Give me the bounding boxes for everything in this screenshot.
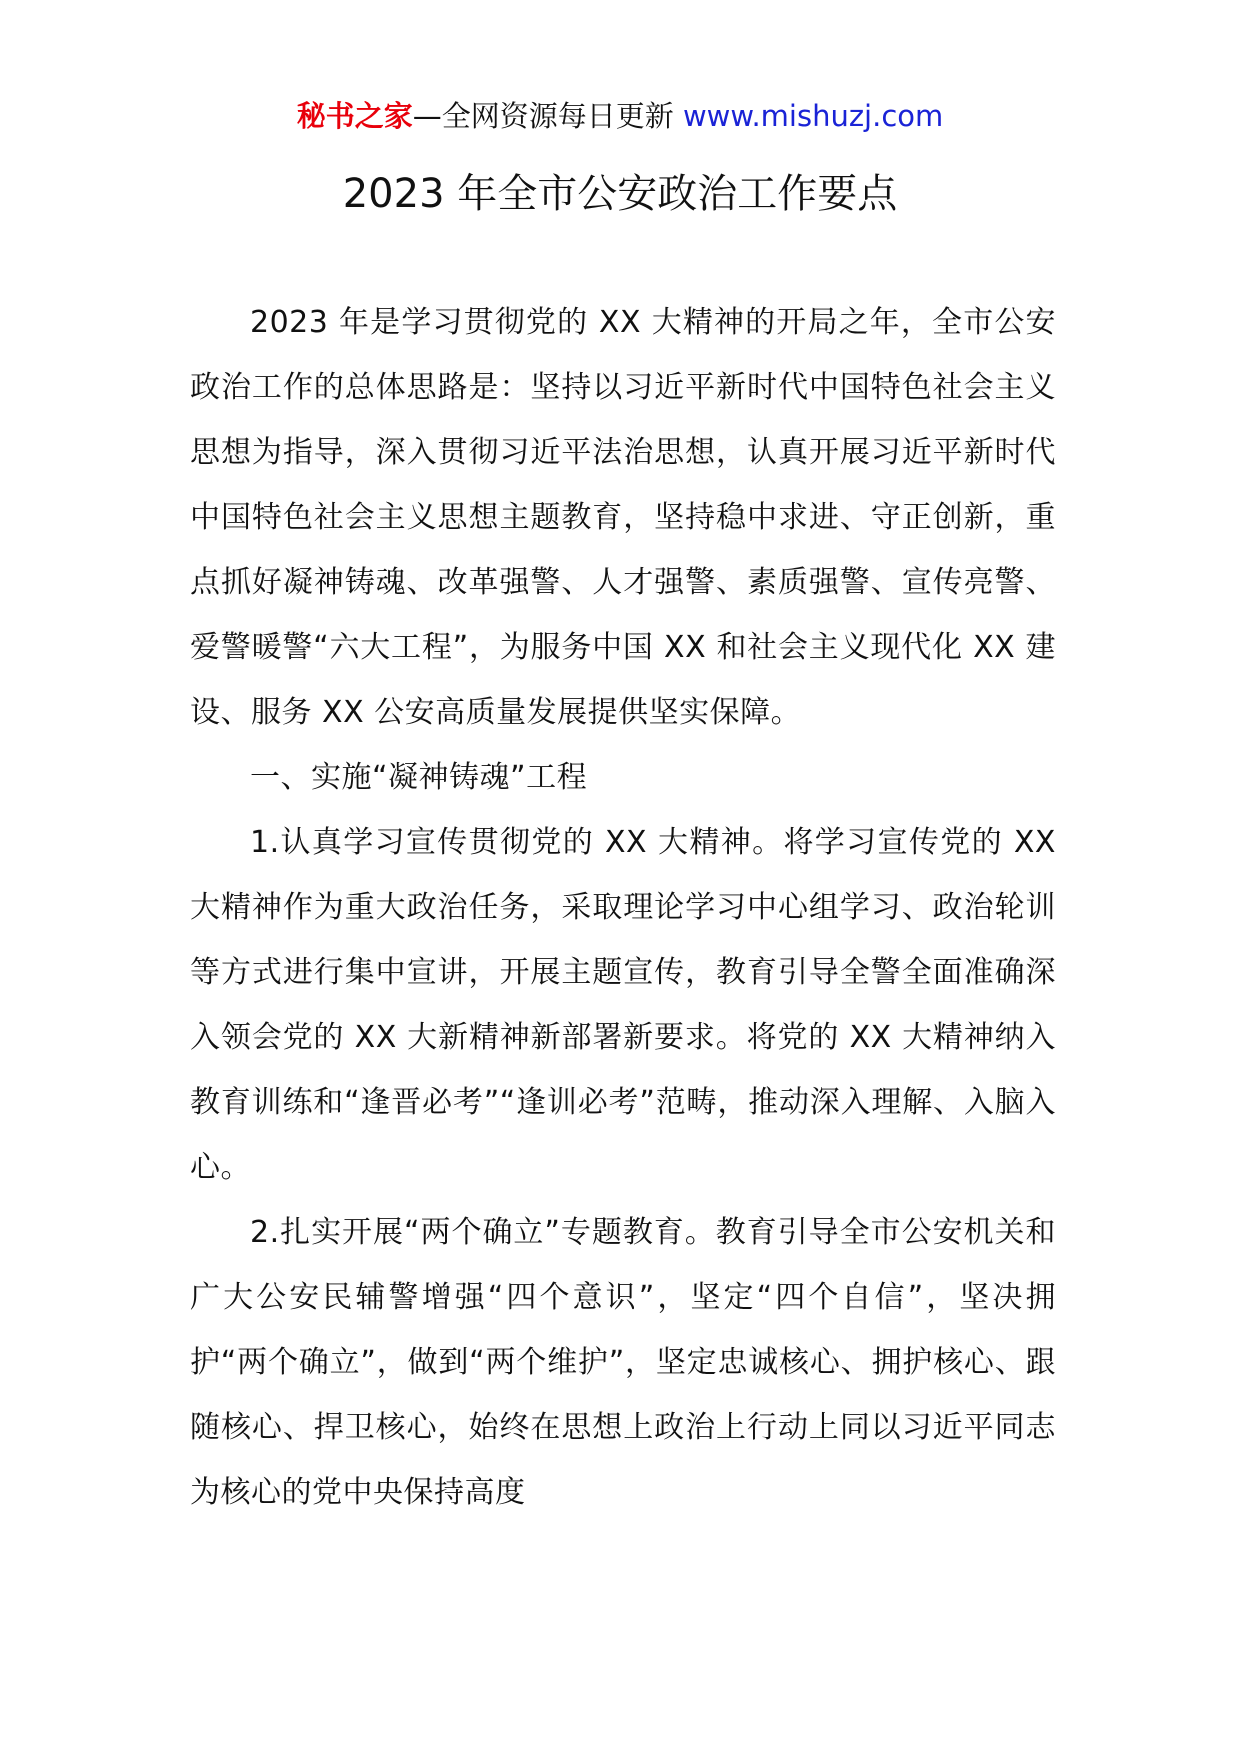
site-slogan: —全网资源每日更新 bbox=[412, 99, 674, 133]
site-brand: 秘书之家 bbox=[296, 99, 413, 133]
paragraph-item-2: 2.扎实开展“两个确立”专题教育。教育引导全市公安机关和广大公安民辅警增强“四个意识”，坚定“四个自信”，坚决拥护“两个确立”，做到“两个维护”，坚定忠诚核心、拥护核心、跟随核心、捍卫核心，始终在思想上政治上行动上同以习近平同志为核心的党中央保持高度 bbox=[190, 1215, 1056, 1510]
document-body bbox=[190, 290, 1056, 1525]
document-title: 2023 年全市公安政治工作要点 bbox=[342, 171, 898, 217]
site-url-link[interactable]: www.mishuzj.com bbox=[682, 99, 944, 133]
paragraph-intro: 2023 年是学习贯彻党的 XX 大精神的开局之年，全市公安政治工作的总体思路是：坚持以习近平新时代中国特色社会主义思想为指导，深入贯彻习近平法治思想，认真开展习近平新时代中国特色社会主义思想主题教育，坚持稳中求进、守正创新，重点抓好凝神铸魂、改革强警、人才强警、素质强警、宣传亮警、爱警暖警“六大工程”，为服务中国 XX 和社会主义现代化 XX 建设、服务 XX 公安高质量发展提供坚实保障。 bbox=[190, 305, 1056, 730]
section-heading-1: 一、实施“凝神铸魂”工程 bbox=[250, 760, 588, 795]
paragraph-item-1: 1.认真学习宣传贯彻党的 XX 大精神。将学习宣传党的 XX 大精神作为重大政治任务，采取理论学习中心组学习、政治轮训等方式进行集中宣讲，开展主题宣传，教育引导全警全面准确深入领会党的 XX 大新精神新部署新要求。将党的 XX 大精神纳入教育训练和“逢晋必考”“逢训必考”范畴，推动深入理解、入脑入心。 bbox=[190, 825, 1056, 1185]
site-header bbox=[0, 96, 1240, 136]
